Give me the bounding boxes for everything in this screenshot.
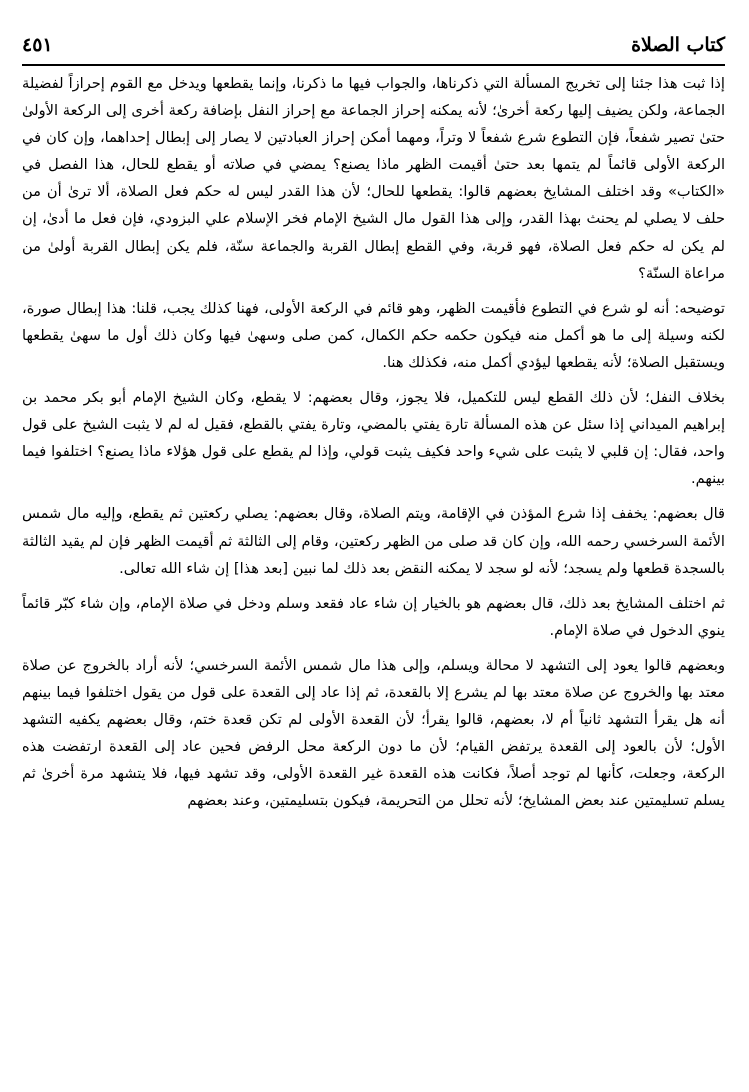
chapter-title: كتاب الصلاة [631, 34, 725, 56]
page-header [22, 28, 725, 62]
paragraph: وبعضهم قالوا يعود إلى التشهد لا محالة ويسلم، وإلى هذا مال شمس الأئمة السرخسي؛ لأنه أراد بالخروج عن صلاة معتد بها والخروج عن صلاة معتد بها لم يشرع إلا بالقعدة، ثم إذا عاد إلى القعدة على قول من يقول اختلفوا فيما بينهم أنه هل يقرأ التشهد ثانياً أم لا، بعضهم، قالوا يقرأ؛ لأن القعدة الأولى لم تكن قعدة ختم، وقال بعضهم يكفيه التشهد الأول؛ لأن بالعود إلى القعدة يرتفض القيام؛ لأن ما دون الركعة محل الرفض فحين عاد إلى القعدة ارتفضت هذه الركعة، وجعلت، كأنها لم توجد أصلاً، فكانت هذه القعدة غير القعدة الأولى، وقد تشهد فيها، فلا يتشهد مرة أخرىٰ ثم يسلم تسليمتين عند بعض المشايخ؛ لأنه تحلل من التحريمة، فيكون بتسليمتين، وعند بعضهم [22, 656, 725, 810]
header-rule [22, 64, 725, 66]
paragraph: إذا ثبت هذا جئنا إلى تخريج المسألة التي ذكرناها، والجواب فيها ما ذكرنا، وإنما يقطعها ويدخل مع القوم إحرازاً لفضيلة الجماعة، ولكن يضيف إليها ركعة أخرىٰ؛ لأنه يمكنه إحراز الجماعة مع إحراز النفل بإضافة ركعة أخرى إلى الركعة الأولىٰ حتىٰ تصير شفعاً، فإن التطوع شرع شفعاً لا وتراً، ومهما أمكن إحراز العبادتين لا يصار إلى إبطال إحداهما، وإن كان في الركعة الأولى قائماً لم يتمها بعد حتىٰ أقيمت الظهر ماذا يصنع؟ يمضي في صلاته أو يقطع للحال، هذا الفصل في «الكتاب» وقد اختلف المشايخ بعضهم قالوا: يقطعها للحال؛ لأن هذا القدر ليس له حكم فعل الصلاة، ألا ترىٰ أن من حلف لا يصلي لم يحنث بهذا القدر، وإلى هذا القول مال الشيخ الإمام فخر الإسلام علي البزودي، فإن فعل ما أدىٰ، إن لم يكن له حكم فعل الصلاة، فهو قربة، وفي القطع إبطال القربة والجماعة سنّة، فلم يكن إبطال القربة أولىٰ من مراعاة السنّة؟ [22, 75, 725, 282]
paragraph: ثم اختلف المشايخ بعد ذلك، قال بعضهم هو بالخيار إن شاء عاد فقعد وسلم ودخل في صلاة الإمام، وإن شاء كبّر قائماً ينوي الدخول في صلاة الإمام. [22, 594, 725, 639]
paragraph: قال بعضهم: يخفف إذا شرع المؤذن في الإقامة، ويتم الصلاة، وقال بعضهم: يصلي ركعتين ثم يقطع، وإليه مال شمس الأئمة السرخسي رحمه الله، وإن كان قد صلى من الظهر ركعتين، وقام إلى الثالثة ثم أقيمت الظهر فإن لم يقيد الثالثة بالسجدة قطعها ولم يسجد؛ لأنه لو سجد لا يمكنه النقض بعد ذلك لما نبين [بعد هذا] إن شاء الله تعالى. [22, 505, 725, 577]
page-number: ٤٥١ [22, 34, 53, 56]
text-body [22, 70, 725, 1080]
paragraph: توضيحه: أنه لو شرع في التطوع فأقيمت الظهر، وهو قائم في الركعة الأولى، فهنا كذلك يجب، قلنا: هذا إبطال صورة، لكنه وسيلة إلى ما هو أكمل منه فيكون حكمه حكم الكمال، كمن صلى وسهىٰ فيها وكان ذلك أول ما سهىٰ يقطعها ويستقبل الصلاة؛ لأنه يقطعها ليؤدي أكمل منه، فكذلك هنا. [22, 299, 725, 371]
paragraph: بخلاف النفل؛ لأن ذلك القطع ليس للتكميل، فلا يجوز، وقال بعضهم: لا يقطع، وكان الشيخ الإمام أبو بكر محمد بن إبراهيم الميداني إذا سئل عن هذه المسألة تارة يفتي بالمضي، وتارة يفتي بالقطع، فقيل له لم لا يثبت الشيخ على قول واحد، فقال: إن قلبي لا يثبت على شيء واحد فكيف يثبت قولي، وإذا لم يقطع على قول هؤلاء ماذا يصنع؟ اختلفوا فيما بينهم. [22, 389, 725, 488]
